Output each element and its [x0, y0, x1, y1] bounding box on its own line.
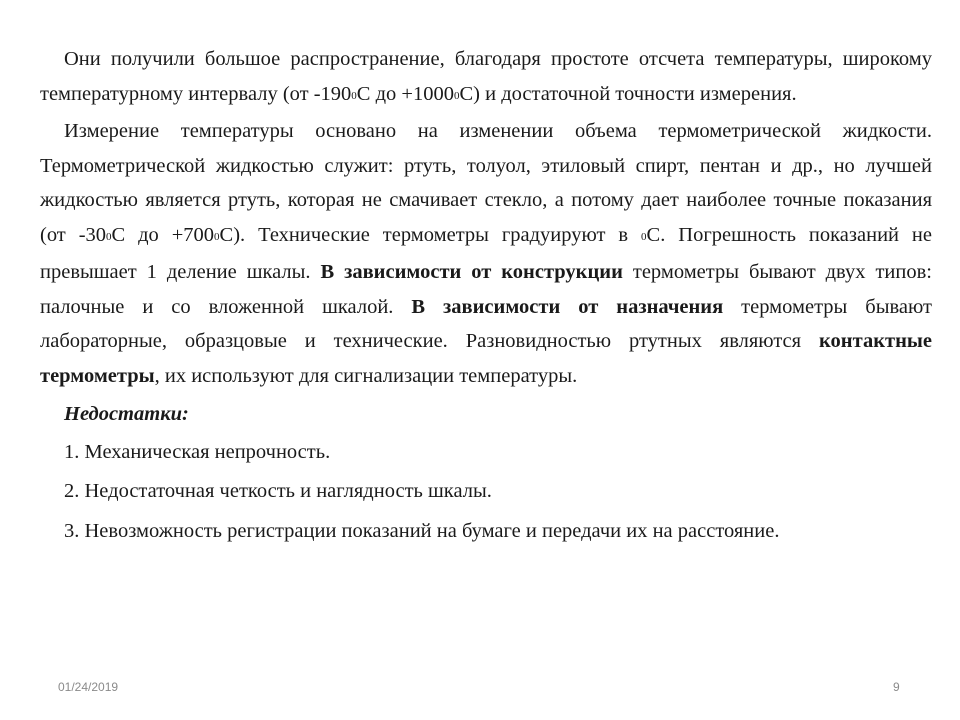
list-item: 2. Недостаточная четкость и наглядность шкалы. — [64, 480, 492, 502]
list-item: 1. Механическая непрочность. — [64, 440, 331, 463]
degree-mark: 0 — [106, 230, 112, 243]
text-run: термометры бывают двух типов: палочные и со вложенной шкалой. — [40, 261, 932, 318]
slide-content — [40, 42, 932, 548]
bold-phrase-purpose: В зависимости от назначения — [411, 295, 724, 318]
degree-mark: 0 — [641, 230, 647, 243]
text-run: С). Технические термометры градуируют в — [219, 223, 642, 246]
text-run: , их используют для сигнализации температуры. — [154, 364, 578, 387]
text-run: С до +700 — [111, 223, 215, 246]
paragraph-measurement — [40, 114, 932, 393]
disadvantages-heading: Недостатки: — [64, 403, 189, 425]
bold-phrase-contact-thermometers: контактные термометры — [40, 330, 932, 387]
degree-mark: 0 — [214, 230, 220, 243]
text-run: Измерение температуры основано на изменении объема термометрической жидкости. Термометрической жидкостью служит: ртуть, толуол, этиловый спирт, пентан и др., но лучшей жидкостью является ртуть, которая не смачивает стекло, а потому дает наиболее точные показания (от -30 — [40, 120, 932, 246]
text-run: Они получили большое распространение, благодаря простоте отсчета температуры, широкому температурному интервалу (от -190 — [40, 48, 932, 105]
paragraph-advantages — [40, 42, 932, 114]
degree-mark: 0 — [453, 89, 460, 102]
page-number: 9 — [893, 680, 900, 694]
list-item: 3. Невозможность регистрации показаний на бумаге и передачи их на расстояние. — [64, 519, 780, 542]
text-run: термометры бывают лабораторные, образцовые и технические. Разновидностью ртутных являются — [40, 295, 932, 352]
footer-date: 01/24/2019 — [58, 680, 119, 694]
text-run: С до +1000 — [356, 82, 454, 105]
text-run: С. Погрешность показаний не превышает 1 деление шкалы. — [40, 223, 932, 283]
bold-phrase-construction: В зависимости от конструкции — [320, 261, 623, 283]
text-run: С) и достаточной точности измерения. — [459, 82, 797, 105]
degree-mark: 0 — [351, 89, 357, 102]
